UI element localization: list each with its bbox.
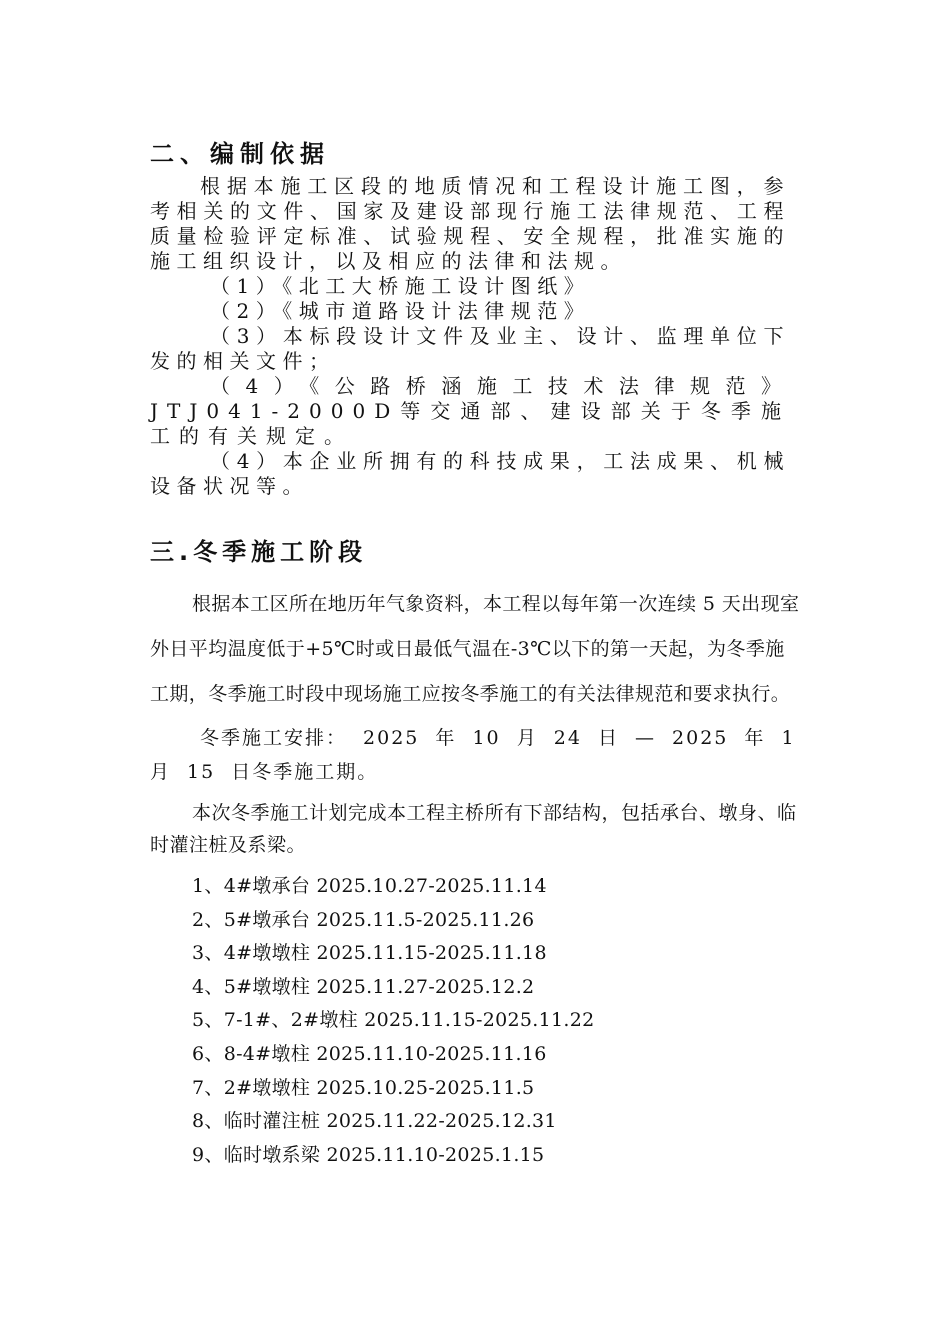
list-item: 7、2#墩墩柱 2025.10.25-2025.11.5 [192,1076,535,1099]
basis-item-5: （4）本企业所拥有的科技成果，工法成果、机械设备状况等。 [150,449,790,498]
list-item: 1、4#墩承台 2025.10.27-2025.11.14 [192,875,547,897]
list-item: 8、临时灌注桩 2025.11.22-2025.12.31 [192,1110,557,1133]
list-item: 2、5#墩承台 2025.11.5-2025.11.26 [192,908,535,931]
section-heading-basis: 二、编制依据 [150,140,330,168]
section-basis-body [150,174,790,499]
list-item: 5、7-1#、2#墩柱 2025.11.15-2025.11.22 [192,1009,595,1032]
schedule-list [150,870,802,1172]
basis-item-3: （3）本标段设计文件及业主、设计、监理单位下发的相关文件； [150,324,790,373]
winter-intro-paragraph: 根据本工区所在地历年气象资料，本工程以每年第一次连续 5 天出现室外日平均温度低于+5℃时或日最低气温在-3℃以下的第一天起，为冬季施工期，冬季施工时段中现场施工应按冬季施工的有关法律规范和要求执行。 [150,593,800,705]
list-item: 4、5#墩墩柱 2025.11.27-2025.12.2 [192,975,535,998]
basis-item-4: （4）《公路桥涵施工技术法律规范》JTJ041-2000D等交通部、建设部关于冬季施工的有关规定。 [150,374,790,448]
list-item: 3、4#墩墩柱 2025.11.15-2025.11.18 [192,942,547,965]
basis-item-2: （2）《城市道路设计法律规范》 [210,299,591,323]
list-item: 9、临时墩系梁 2025.11.10-2025.1.15 [192,1143,545,1166]
basis-item-1: （1）《北工大桥施工设计图纸》 [210,274,591,298]
winter-arrangement: 冬季施工安排： 2025 年 10 月 24 日 — 2025 年 1 月 15 日冬季施工期。 [150,727,796,783]
list-item: 6、8-4#墩柱 2025.11.10-2025.11.16 [192,1042,547,1065]
section-winter-body [150,582,802,1172]
winter-plan-paragraph: 本次冬季施工计划完成本工程主桥所有下部结构，包括承台、墩身、临时灌注桩及系梁。 [150,802,797,856]
section-heading-winter: 三.冬季施工阶段 [150,538,368,566]
basis-paragraph: 根据本施工区段的地质情况和工程设计施工图，参考相关的文件、国家及建设部现行施工法律规范、工程质量检验评定标准、试验规程、安全规程，批准实施的施工组织设计，以及相应的法律和法规。 [150,174,790,273]
